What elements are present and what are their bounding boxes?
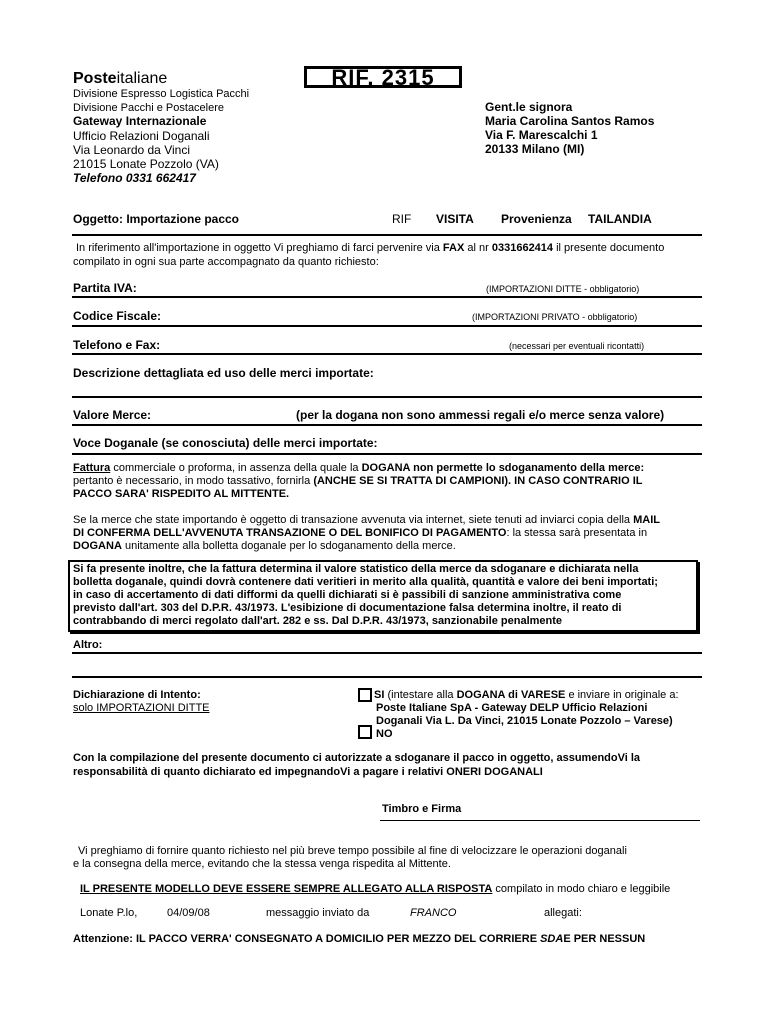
fattura-line-2 [73,475,643,487]
field-partita-iva-label: Partita IVA: [73,281,137,295]
office-line-1: Ufficio Relazioni Doganali [73,129,210,143]
intro-text-1: In riferimento all'importazione in oggetto Vi preghiamo di farci pervenire via [76,242,440,254]
fattura-l2a: pertanto è necessario, in modo tassativo, fornirla [73,475,311,487]
logo [73,70,167,88]
field-telefono-fax-note: (necessari per eventuali ricontatti) [509,341,645,351]
logo-bold: Poste [73,70,117,87]
gateway-name: Gateway Internazionale [73,114,207,128]
fattura-line-3: PACCO SARA' RISPEDITO AL MITTENTE. [73,488,290,500]
recipient-name: Maria Carolina Santos Ramos [485,114,655,128]
si-text-a: (intestare alla [387,689,454,701]
intro-fax-label: FAX [442,242,465,254]
attenzione-line [73,933,645,945]
timbro-line[interactable] [380,820,700,821]
field-codice-fiscale-line[interactable] [72,325,702,327]
subject-provenienza-value: TAILANDIA [588,212,652,226]
field-telefono-fax-line[interactable] [72,353,702,355]
field-valore-merce-note: (per la dogana non sono ammessi regali e/o merce senza valore) [296,408,665,422]
model-note-bold: IL PRESENTE MODELLO DEVE ESSERE SEMPRE ALLEGATO ALLA RISPOSTA [80,883,493,895]
intro-line-2: compilato in ogni sua parte accompagnato da quanto richiesto: [73,256,379,268]
boxed-notice [68,560,698,632]
subject-rif-value: VISITA [436,212,474,226]
internet-line-3 [73,540,456,552]
altro-line-1[interactable] [72,652,702,654]
si-address-2: Doganali Via L. Da Vinci, 21015 Lonate Pozzolo – Varese) [376,715,673,727]
authorization-line-2: responsabilità di quanto dichiarato ed impegnandoVi a pagare i relativi ONERI DOGANALI [73,766,543,778]
office-line-3: 21015 Lonate Pozzolo (VA) [73,157,219,171]
field-partita-iva-line[interactable] [72,296,702,298]
internet-l1a: Se la merce che state importando è oggetto di transazione avvenuta via internet, siete tenuti ad inviarci copia della [73,514,631,526]
si-label: SI [374,689,385,701]
footer-date: 04/09/08 [167,907,210,919]
notice-line-2: bolletta doganale, quindi dovrà contenere dati veritieri in merito alla qualità, quantità e valore dei beni importati; [73,576,658,588]
recipient-salutation: Gent.le signora [485,100,573,114]
division-line-2: Divisione Pacchi e Postacelere [73,102,225,114]
notice-line-3: in caso di accertamento di dati difformi da quelli dichiarati si è passibili di sanzione amministrativa come [73,589,622,601]
attenzione-sda: SDA [540,933,564,945]
si-line [374,689,679,701]
attenzione-b: E PER NESSUN [563,933,646,945]
field-valore-merce-line[interactable] [72,424,702,426]
si-text-b: DOGANA di VARESE [456,689,566,701]
field-voce-doganale-label: Voce Doganale (se conosciuta) delle merci importate: [73,436,378,450]
rif-box-text: RIF. 2315 [331,66,435,88]
internet-line-1 [73,514,660,526]
intro-fax-number: 0331662414 [491,242,554,254]
fattura-word: Fattura [73,462,111,474]
internet-l3b: unitamente alla bolletta doganale per lo sdoganamento della merce. [124,540,456,552]
field-codice-fiscale-label: Codice Fiscale: [73,309,162,323]
intro-text-3: il presente documento [556,242,665,254]
phone-number: Telefono 0331 662417 [73,171,196,185]
si-address-1: Poste Italiane SpA - Gateway DELP Ufficio Relazioni [376,702,648,714]
divider-subject [72,234,702,236]
notice-line-4: previsto dall'art. 303 del D.P.R. 43/1973. L'esibizione di documentazione falsa determina inoltre, il reato di [73,602,622,614]
notice-line-5: contrabbando di merci regolato dall'art. 282 e ss. Dal D.P.R. 43/1973, sanzionabile penalmente [73,615,563,627]
si-text-c: e inviare in originale a: [568,689,679,701]
intro-text-2: al nr [467,242,489,254]
closing-line-1: Vi preghiamo di fornire quanto richiesto nel più breve tempo possibile al fine di velocizzare le operazioni doganali [78,845,627,857]
field-telefono-fax-label: Telefono e Fax: [73,338,161,352]
closing-line-2: e la consegna della merce, evitando che la stessa venga rispedita al Mittente. [73,858,451,870]
rif-box [304,66,462,88]
model-note-rest: compilato in modo chiaro e leggibile [495,883,671,895]
fattura-l1b: DOGANA non permette lo sdoganamento della merce: [361,462,645,474]
footer-msg-label: messaggio inviato da [266,907,370,919]
model-note [80,883,670,895]
fattura-line-1 [73,462,644,474]
fattura-l2b: (ANCHE SE SI TRATTA DI CAMPIONI). IN CASO CONTRARIO IL [313,475,643,487]
no-checkbox[interactable] [358,725,372,739]
intento-label: Dichiarazione di Intento: [73,689,201,701]
field-descrizione-line[interactable] [72,396,702,398]
altro-line-2[interactable] [72,676,702,678]
attenzione-a: Attenzione: IL PACCO VERRA' CONSEGNATO A DOMICILIO PER MEZZO DEL CORRIERE [73,933,538,945]
footer-allegati: allegati: [544,907,582,919]
intro-line-1 [76,242,664,254]
notice-line-1: Si fa presente inoltre, che la fattura determina il valore statistico della merce da sdoganare e dichiarata nella [73,563,639,575]
altro-label: Altro: [73,639,103,651]
field-partita-iva-note: (IMPORTAZIONI DITTE - obbligatorio) [486,284,640,294]
footer-sender: FRANCO [410,907,457,919]
internet-l1b: MAIL [633,514,661,526]
field-descrizione-label: Descrizione dettagliata ed uso delle merci importate: [73,366,374,380]
si-checkbox[interactable] [358,688,372,702]
subject-rif-label: RIF [392,212,412,226]
field-voce-doganale-line[interactable] [72,453,702,455]
office-line-2: Via Leonardo da Vinci [73,143,190,157]
subject-provenienza-label: Provenienza [501,212,572,226]
recipient-city: 20133 Milano (MI) [485,142,585,156]
field-codice-fiscale-note: (IMPORTAZIONI PRIVATO - obbligatorio) [472,312,638,322]
internet-l2a: DI CONFERMA DELL'AVVENUTA TRANSAZIONE O DEL BONIFICO DI PAGAMENTO [73,527,507,539]
field-valore-merce-label: Valore Merce: [73,408,152,422]
logo-regular: italiane [116,70,168,87]
authorization-line-1: Con la compilazione del presente documento ci autorizzate a sdoganare il pacco in oggetto, assumendoVi la [73,752,641,764]
division-line-1: Divisione Espresso Logistica Pacchi [73,88,250,100]
subject-oggetto: Oggetto: Importazione pacco [73,212,240,226]
intento-sub: solo IMPORTAZIONI DITTE [73,702,210,714]
internet-line-2 [73,527,647,539]
timbro-label: Timbro e Firma [382,803,462,815]
internet-l3a: DOGANA [73,540,122,552]
fattura-l1a: commerciale o proforma, in assenza della quale la [113,462,359,474]
no-label: NO [376,728,393,740]
footer-place: Lonate P.lo, [80,907,138,919]
internet-l2b: : la stessa sarà presentata in [506,527,648,539]
recipient-street: Via F. Marescalchi 1 [485,128,598,142]
